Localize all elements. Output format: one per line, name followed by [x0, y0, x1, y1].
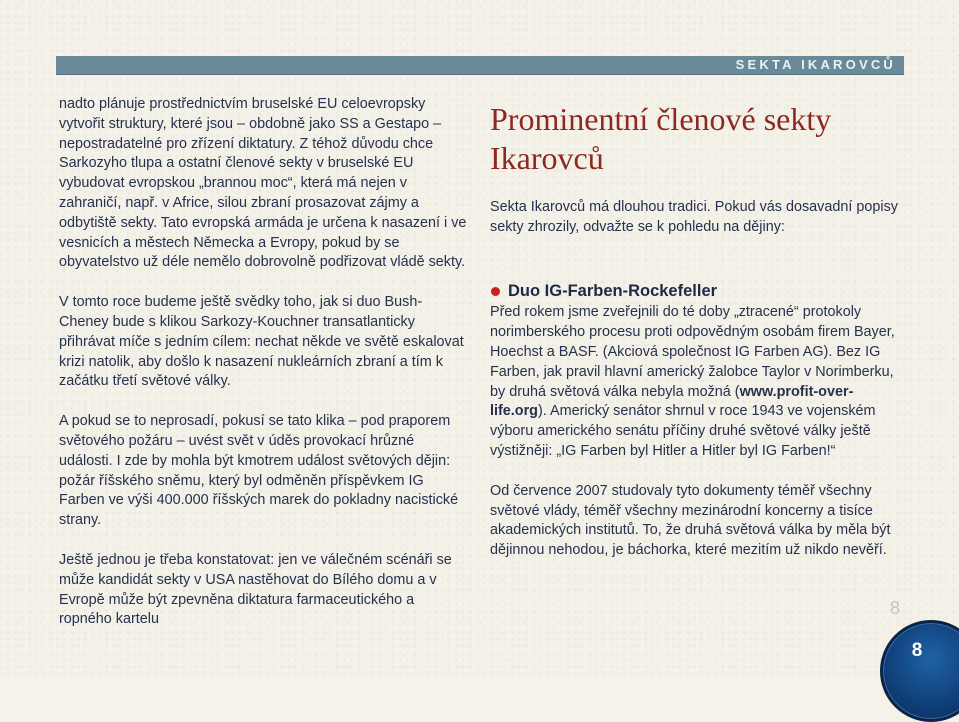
left-paragraph-1: nadto plánuje prostřednictvím bruselské EU celoevropsky vytvořit struktury, které jsou – obdobně jako SS a Gestapo – nepostradatelné pro zřízení diktatury. Z téhož důvodu chce Sarkozyho tlupa a ostatní členové sekty v bruselské EU vybudovat evropskou „brannou moc“, která má nejen v zahraničí, např. v Africe, silou zbraní prosazovat zájmy a odbytiště sekty. Tato evropská armáda je určena k nasazení i ve vesnicích a městech Německa a Evropy, pokud by se obyvatelstvo už déle nemělo dobrovolně podřizovat vládě sekty.: [59, 96, 467, 271]
left-column: [59, 95, 467, 650]
body-paragraph: [490, 303, 900, 461]
page-number: 8: [911, 640, 923, 661]
body-text-before-link: Před rokem jsme zveřejnili do té doby „ztracené“ protokoly norimberského procesu proti odpovědným osobám firem Bayer, Hoechst a BASF. (Akciová společnost IG Farben AG). Bez IG Farben, jak pravil hlavní americký žalobce Taylor v Norimberku, by druhá světová válka nebyla možná (: [490, 304, 895, 400]
left-paragraph-4: Ještě jednou je třeba konstatovat: jen ve válečném scénáři se může kandidát sekty v USA nastěhovat do Bílého domu a v Evropě může být zpevněna diktatura farmaceutického a ropného kartelu: [59, 551, 452, 628]
left-paragraph-2: V tomto roce budeme ještě svědky toho, jak si duo Bush-Cheney bude s klikou Sarkozy-Kouchner transatlanticky přihrávat míče s jedním cílem: nechat někde ve světě eskalovat krizi natolik, aby došlo k nasazení nukleárních zbraní a tím k začátku třetí světové války.: [59, 294, 464, 390]
body-text-after-link: ). Americký senátor shrnul v roce 1943 ve vojenském výboru amerického senátu příčiny druhé světové války ještě výstižněji: „IG Farben byl Hitler a Hitler byl IG Farben!“: [490, 403, 876, 459]
subheading: [490, 282, 900, 302]
header-bar: [56, 56, 904, 75]
right-column: [490, 100, 900, 561]
subheading-text: Duo IG-Farben-Rockefeller: [508, 281, 718, 300]
section-title: SEKTA IKAROVCŮ: [735, 57, 896, 72]
ghost-page-number: 8: [890, 598, 901, 618]
intro-paragraph: Sekta Ikarovců má dlouhou tradici. Pokud vás dosavadní popisy sekty zhrozily, odvažte se k pohledu na dějiny:: [490, 199, 898, 235]
article-heading: Prominentní členové sekty Ikarovců: [490, 101, 832, 176]
bullet-icon: [491, 287, 500, 296]
website-link[interactable]: www.profit-over-life.org: [490, 383, 854, 420]
closing-paragraph: Od července 2007 studovaly tyto dokumenty téměř všechny světové vlády, téměř všechny mezinárodní koncerny a tisíce akademických institutů. To, že druhá světová válka by měla být dějinnou nehodou, je báchorka, které mezitím už nikdo nevěří.: [490, 482, 891, 559]
left-paragraph-3: A pokud se to neprosadí, pokusí se tato klika – pod praporem světového požáru – uvést svět v úděs provokací hrůzné události. I zde by mohla být kmotrem událost světových dějin: požár říšského sněmu, který byl odměněn příspěvkem IG Farben ve výši 400.000 říšských marek do pokladny nacistické strany.: [59, 413, 459, 529]
